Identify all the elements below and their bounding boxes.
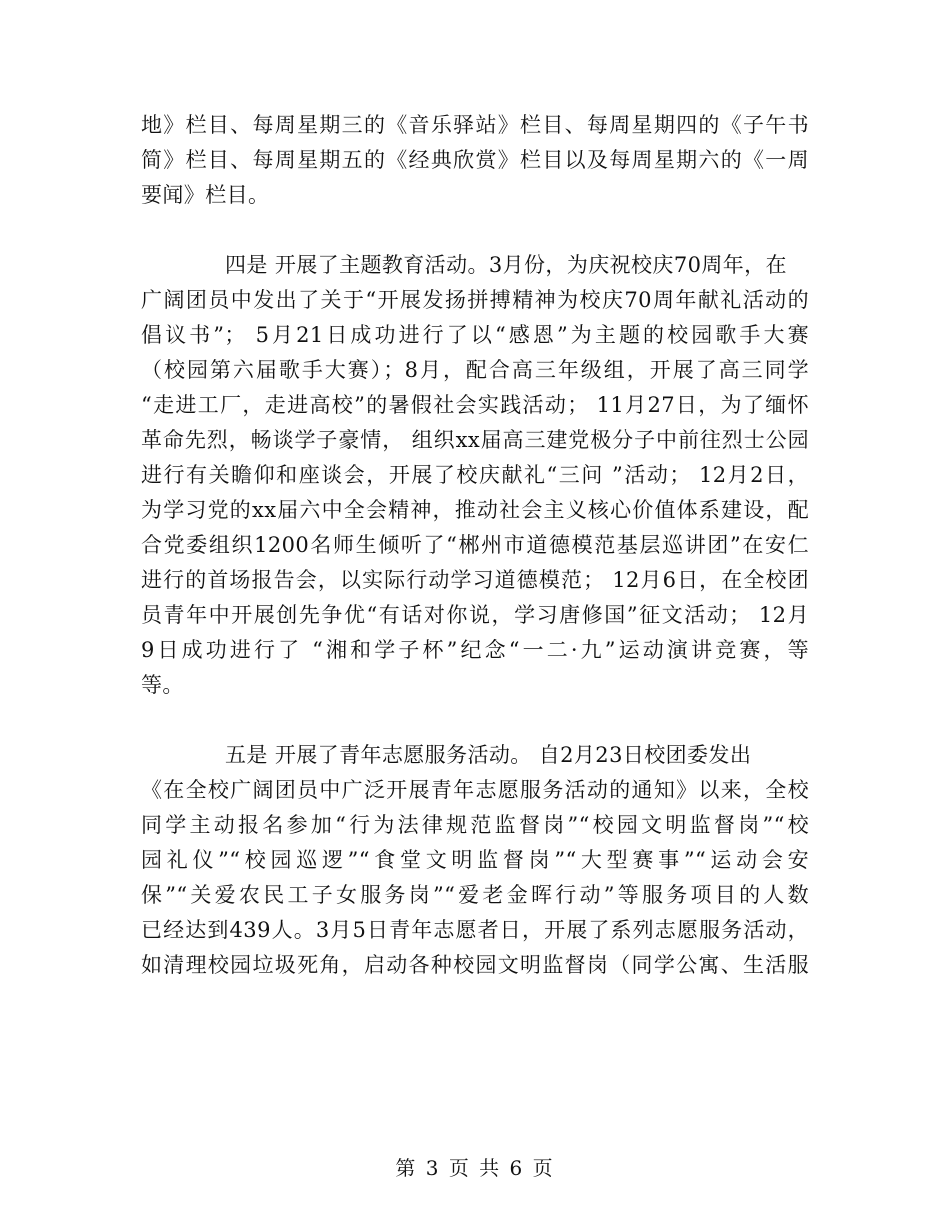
text-line: 保”“关爱农民工子女服务岗”“爱老金晖行动”等服务项目的人数	[141, 883, 809, 907]
text-line: 革命先烈，畅谈学子豪情， 组织xx届高三建党极分子中前往烈士公园	[141, 428, 809, 452]
paragraph-spacer	[141, 213, 809, 248]
text-line: “走进工厂，走进高校”的暑假社会实践活动； 11月27日，为了缅怀	[141, 393, 809, 417]
paragraph-theme-education	[141, 248, 809, 703]
text-line: 合党委组织1200名师生倾听了“郴州市道德模范基层巡讲团”在安仁	[141, 533, 809, 557]
paragraph-columns-end	[141, 108, 809, 213]
text-line: 《在全校广阔团员中广泛开展青年志愿服务活动的通知》以来，全校	[141, 778, 809, 802]
text-line: 等。	[141, 673, 184, 697]
page-number-footer: 第 3 页 共 6 页	[395, 1156, 555, 1180]
text-line: 进行的首场报告会，以实际行动学习道德模范； 12月6日，在全校团	[141, 568, 809, 592]
text-line: 员青年中开展创先争优“有话对你说，学习唐修国”征文活动； 12月	[141, 603, 809, 627]
text-line: 如清理校园垃圾死角，启动各种校园文明监督岗（同学公寓、生活服	[141, 953, 809, 977]
text-line: 地》栏目、每周星期三的《音乐驿站》栏目、每周星期四的《子午书	[141, 113, 809, 137]
paragraph-spacer	[141, 703, 809, 738]
text-line: 广阔团员中发出了关于“开展发扬拼搏精神为校庆70周年献礼活动的	[141, 288, 809, 312]
text-line: 要闻》栏目。	[141, 183, 270, 207]
text-line: （校园第六届歌手大赛）；8月，配合高三年级组，开展了高三同学	[141, 358, 809, 382]
text-line: 已经达到439人。3月5日青年志愿者日，开展了系列志愿服务活动，	[141, 918, 809, 942]
document-body	[141, 108, 809, 983]
paragraph-volunteer-service	[141, 738, 809, 983]
text-line: 五是 开展了青年志愿服务活动。 自2月23日校团委发出	[225, 743, 752, 767]
text-line: 园礼仪”“校园巡逻”“食堂文明监督岗”“大型赛事”“运动会安	[141, 848, 809, 872]
text-line: 倡议书”； 5月21日成功进行了以“感恩”为主题的校园歌手大赛	[141, 323, 809, 347]
text-line: 进行有关瞻仰和座谈会，开展了校庆献礼“三问 ”活动； 12月2日，	[141, 463, 809, 487]
text-line: 简》栏目、每周星期五的《经典欣赏》栏目以及每周星期六的《一周	[141, 148, 809, 172]
text-line: 四是 开展了主题教育活动。3月份，为庆祝校庆70周年，在	[225, 253, 787, 277]
text-line: 9日成功进行了 “湘和学子杯”纪念“一二·九”运动演讲竞赛，等	[141, 638, 809, 662]
text-line: 同学主动报名参加“行为法律规范监督岗”“校园文明监督岗”“校	[141, 813, 809, 837]
text-line: 为学习党的xx届六中全会精神，推动社会主义核心价值体系建设，配	[141, 498, 809, 522]
